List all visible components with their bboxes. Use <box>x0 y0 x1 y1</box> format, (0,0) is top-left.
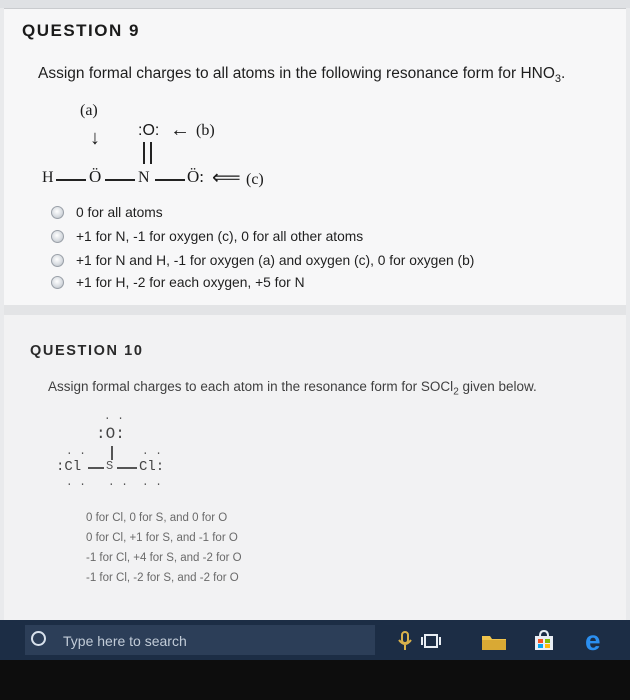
task-view-icon[interactable] <box>420 632 442 650</box>
bond-s-o <box>111 446 113 460</box>
atom-o: :O: <box>96 425 125 443</box>
q10-option-1[interactable]: 0 for Cl, 0 for S, and 0 for O <box>86 512 228 524</box>
arrow-down-icon: ↓ <box>90 127 100 149</box>
arrow-left-icon-c: ⟸ <box>212 167 241 189</box>
label-c: (c) <box>246 171 264 188</box>
q10-option-3[interactable]: -1 for Cl, +4 for S, and -2 for O <box>86 552 242 564</box>
cortana-icon[interactable] <box>31 631 46 646</box>
bond-o-n <box>105 179 135 181</box>
atom-cl-left: :Cl <box>56 459 82 475</box>
dots-cl-left-top: . . <box>66 446 86 458</box>
q10-option-4[interactable]: -1 for Cl, -2 for S, and -2 for O <box>86 572 239 584</box>
edge-browser-icon[interactable] <box>583 626 611 654</box>
store-icon[interactable] <box>532 630 556 652</box>
bond-n-o <box>155 179 185 181</box>
radio-button[interactable] <box>51 230 64 243</box>
q10-option-2[interactable]: 0 for Cl, +1 for S, and -1 for O <box>86 532 238 544</box>
atom-n: N <box>138 169 150 186</box>
bond-s-cl-right <box>117 467 137 469</box>
double-bond-right <box>150 142 152 164</box>
atom-h: H <box>42 169 54 186</box>
label-b: (b) <box>196 122 215 139</box>
q9-option-3[interactable]: +1 for N and H, -1 for oxygen (a) and oxygen (c), 0 for oxygen (b) <box>51 253 474 268</box>
double-bond-left <box>143 142 145 164</box>
atom-o-right: Ö: <box>187 167 204 186</box>
question-9-prompt: Assign formal charges to all atoms in the following resonance form for $HNO_3$. <box>38 65 566 86</box>
dots-top: . . <box>104 411 124 423</box>
q9-option-1[interactable]: 0 for all atoms <box>51 205 163 220</box>
dots-s-bottom: . . <box>108 477 128 489</box>
q9-option-2[interactable]: +1 for N, -1 for oxygen (c), 0 for all other atoms <box>51 229 363 244</box>
atom-o-left: Ö <box>89 167 102 186</box>
radio-button[interactable] <box>51 206 64 219</box>
label-a: (a) <box>80 102 98 119</box>
atom-s: S <box>106 459 114 473</box>
taskbar-search-box[interactable] <box>25 625 375 655</box>
dots-cl-left-bottom: . . <box>66 477 86 489</box>
question-10-title: QUESTION 10 <box>30 343 144 359</box>
top-strip <box>0 0 630 8</box>
monitor-bezel <box>0 660 630 700</box>
bond-cl-s-left <box>88 467 104 469</box>
radio-button[interactable] <box>51 276 64 289</box>
q9-option-4[interactable]: +1 for H, -2 for each oxygen, +5 for N <box>51 275 305 290</box>
atom-o-top: :O: <box>138 122 160 139</box>
bond-h-o <box>56 179 86 181</box>
taskbar <box>0 620 630 660</box>
microphone-icon[interactable] <box>396 630 414 652</box>
section-divider <box>4 305 626 315</box>
question-9-panel <box>4 8 626 306</box>
svg-text:e: e <box>585 626 601 654</box>
arrow-left-icon: ← <box>170 119 190 141</box>
atom-cl-right: Cl: <box>139 459 165 475</box>
dots-cl-right-bottom: . . <box>142 477 162 489</box>
question-10-panel <box>4 315 626 620</box>
dots-cl-right-top: . . <box>142 446 162 458</box>
radio-button[interactable] <box>51 254 64 267</box>
search-placeholder[interactable]: Type here to search <box>63 633 187 649</box>
question-9-title: QUESTION 9 <box>22 21 140 40</box>
file-explorer-icon[interactable] <box>480 630 508 652</box>
question-10-prompt: Assign formal charges to each atom in the resonance form for SOCl$_2$ given below. <box>48 379 537 398</box>
